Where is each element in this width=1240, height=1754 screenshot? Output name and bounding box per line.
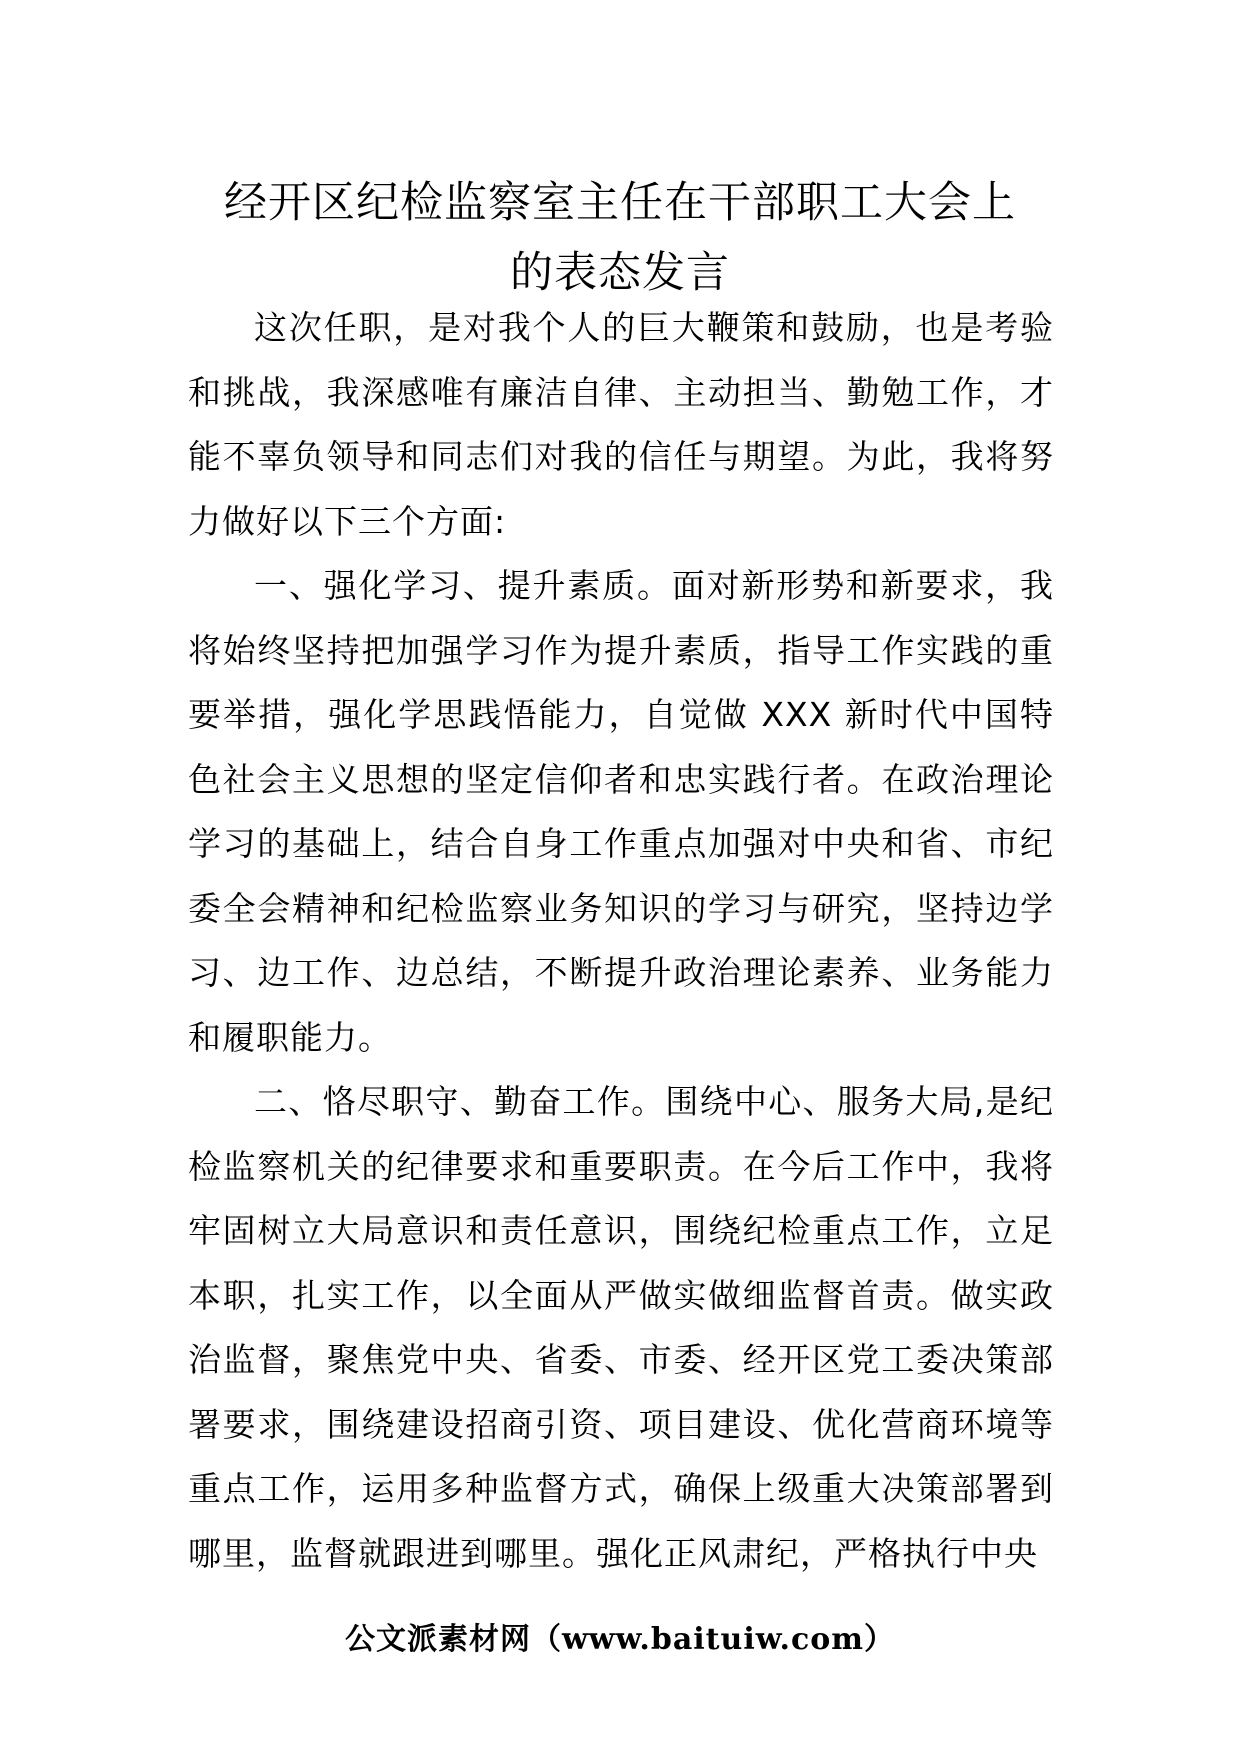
- paragraph-intro: 这次任职，是对我个人的巨大鞭策和鼓励，也是考验和挑战，我深感唯有廉洁自律、主动担当、勤勉工作，才能不辜负领导和同志们对我的信任与期望。为此，我将努力做好以下三个方面:: [188, 308, 1054, 541]
- title-line-2: 的表态发言: [510, 248, 730, 298]
- footer-watermark: 公文派素材网（www.baituiw.com）: [344, 1622, 896, 1657]
- document-title: [190, 168, 1050, 308]
- document-body: [188, 296, 1054, 1586]
- paragraph-section-1: 一、强化学习、提升素质。面对新形势和新要求，我将始终坚持把加强学习作为提升素质，指导工作实践的重要举措，强化学思践悟能力，自觉做 XXX 新时代中国特色社会主义思想的坚定信仰者和忠实践行者。在政治理论学习的基础上，结合自身工作重点加强对中央和省、市纪委全会精神和纪检监察业务知识的学习与研究，坚持边学习、边工作、边总结，不断提升政治理论素养、业务能力和履职能力。: [188, 566, 1054, 1057]
- paragraph-section-2: 二、恪尽职守、勤奋工作。围绕中心、服务大局,是纪检监察机关的纪律要求和重要职责。在今后工作中，我将牢固树立大局意识和责任意识，围绕纪检重点工作，立足本职，扎实工作，以全面从严做实做细监督首责。做实政治监督，聚焦党中央、省委、市委、经开区党工委决策部署要求，围绕建设招商引资、项目建设、优化营商环境等重点工作，运用多种监督方式，确保上级重大决策部署到哪里，监督就跟进到哪里。强化正风肃纪，严格执行中央: [188, 1082, 1054, 1573]
- title-line-1: 经开区纪检监察室主任在干部职工大会上: [224, 178, 1016, 228]
